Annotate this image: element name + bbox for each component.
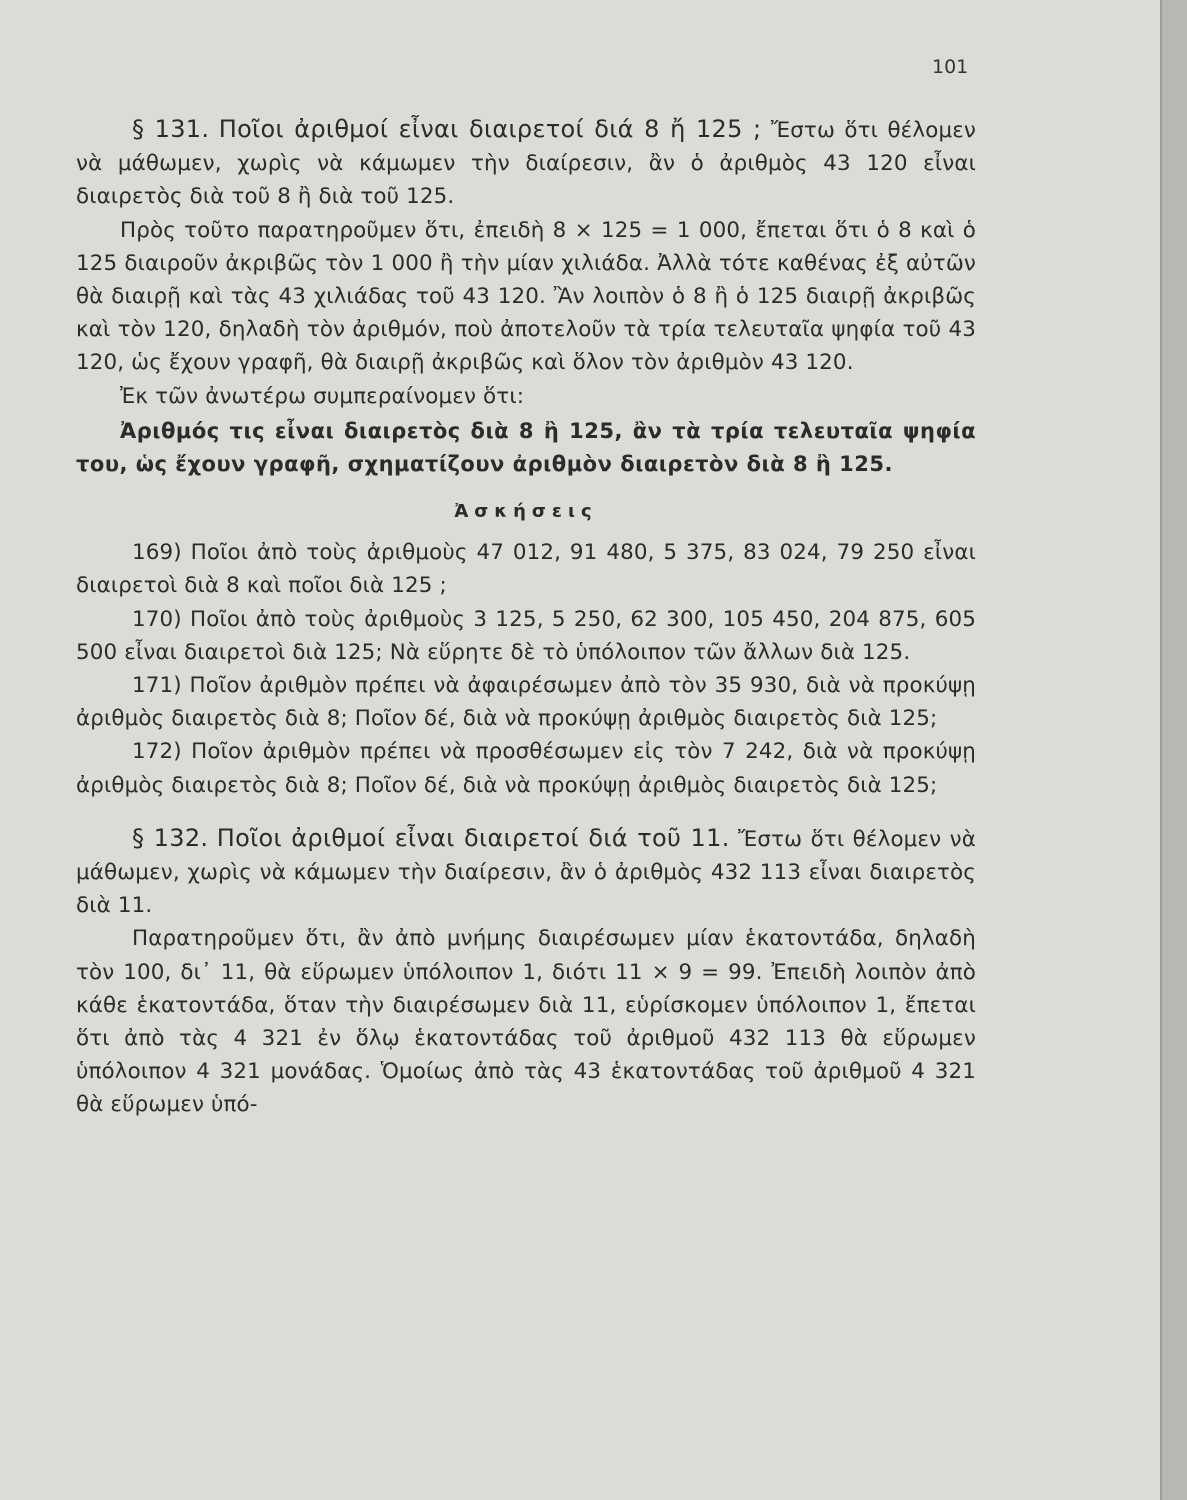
section-131-paragraph-3: Ἐκ τῶν ἀνωτέρω συμπεραίνομεν ὅτι: — [120, 383, 525, 409]
section-132-title: Ποῖοι ἀριθμοί εἶναι διαιρετοί διά τοῦ 11. — [216, 823, 730, 852]
section-132-intro-text: Ἔστω ὅτι θέλομεν νὰ μάθωμεν, χωρὶς νὰ κάμωμεν τὴν διαίρεσιν, ἂν ὁ ἀριθμὸς 432 113 εἶναι διαιρετὸς διὰ 11. — [76, 826, 977, 919]
exercises-heading: Ἀσκήσεις — [454, 501, 598, 523]
section-132-intro — [76, 822, 976, 923]
page-number: 101 — [932, 56, 969, 78]
section-132-number: § 132. — [132, 823, 209, 852]
section-132-paragraph-2: Παρατηροῦμεν ὅτι, ἂν ἀπὸ μνήμης διαιρέσωμεν μίαν ἑκατοντάδα, δηλαδὴ τὸν 100, δι᾿ 11, θὰ εὕρωμεν ὑπόλοιπον 1, διότι 11 × 9 = 99. Ἐπειδὴ λοιπὸν ἀπὸ κάθε ἑκατοντάδα, ὅταν τὴν διαιρέσωμεν διὰ 11, εὑρίσκομεν ὑπόλοιπον 1, ἔπεται ὅτι ἀπὸ τὰς 4 321 ἐν ὅλῳ ἑκατοντάδας τοῦ ἀριθμοῦ 432 113 θὰ εὕρωμεν ὑπόλοιπον 4 321 μονάδας. Ὁμοίως ἀπὸ τὰς 43 ἑκατοντάδας τοῦ ἀριθμοῦ 4 321 θὰ εὕρωμεν ὑπό- — [76, 926, 976, 1118]
section-131-paragraph-2: Πρὸς τοῦτο παρατηροῦμεν ὅτι, ἐπειδὴ 8 × 125 = 1 000, ἔπεται ὅτι ὁ 8 καὶ ὁ 125 διαιροῦν ἀκριβῶς τὸν 1 000 ἢ τὴν μίαν χιλιάδα. Ἀλλὰ τότε καθένας ἐξ αὐτῶν θὰ διαιρῇ καὶ τὰς 43 χιλιάδας τοῦ 43 120. Ἂν λοιπὸν ὁ 8 ἢ ὁ 125 διαιρῇ ἀκριβῶς καὶ τὸν 120, δηλαδὴ τὸν ἀριθμόν, ποὺ ἀποτελοῦν τὰ τρία τελευταῖα ψηφία τοῦ 43 120, ὡς ἔχουν γραφῆ, θὰ διαιρῇ ἀκριβῶς καὶ ὅλον τὸν ἀριθμὸν 43 120. — [76, 217, 976, 376]
section-131-intro-text: Ἔστω ὅτι θέλομεν νὰ μάθωμεν, χωρὶς νὰ κάμωμεν τὴν διαίρεσιν, ἂν ὁ ἀριθμὸς 43 120 εἶναι διαιρετὸς διὰ τοῦ 8 ἢ διὰ τοῦ 125. — [76, 118, 977, 210]
exercise-171: 171) Ποῖον ἀριθμὸν πρέπει νὰ ἀφαιρέσωμεν ἀπὸ τὸν 35 930, διὰ νὰ προκύψῃ ἀριθμὸς διαιρετὸς διὰ 8; Ποῖον δέ, διὰ νὰ προκύψῃ ἀριθμὸς διαιρετὸς διὰ 125; — [76, 673, 976, 732]
section-131-number: § 131. — [132, 115, 210, 143]
exercise-170: 170) Ποῖοι ἀπὸ τοὺς ἀριθμοὺς 3 125, 5 250, 62 300, 105 450, 204 875, 605 500 εἶναι διαιρετοὶ διὰ 125; Νὰ εὕρητε δὲ τὸ ὑπόλοιπον τῶν ἄλλων διὰ 125. — [76, 606, 976, 665]
exercise-169: 169) Ποῖοι ἀπὸ τοὺς ἀριθμοὺς 47 012, 91 480, 5 375, 83 024, 79 250 εἶναι διαιρετοὶ διὰ 8 καὶ ποῖοι διὰ 125 ; — [76, 540, 976, 599]
section-gap — [76, 802, 976, 822]
section-131-intro — [76, 113, 976, 214]
exercise-172: 172) Ποῖον ἀριθμὸν πρέπει νὰ προσθέσωμεν εἰς τὸν 7 242, διὰ νὰ προκύψῃ ἀριθμὸς διαιρετὸς διὰ 8; Ποῖον δέ, διὰ νὰ προκύψῃ ἀριθμὸς διαιρετὸς διὰ 125; — [76, 739, 976, 798]
divisibility-rule-8-125: Ἀριθμός τις εἶναι διαιρετὸς διὰ 8 ἢ 125, ἂν τὰ τρία τελευταῖα ψηφία του, ὡς ἔχουν γραφῆ, σχηματίζουν ἀριθμὸν διαιρετὸν διὰ 8 ἢ 125. — [76, 418, 976, 477]
page-content — [76, 113, 976, 1122]
section-131-title: Ποῖοι ἀριθμοί εἶναι διαιρετοί διά 8 ἤ 125 ; — [218, 115, 762, 143]
page-edge — [1160, 0, 1187, 1500]
